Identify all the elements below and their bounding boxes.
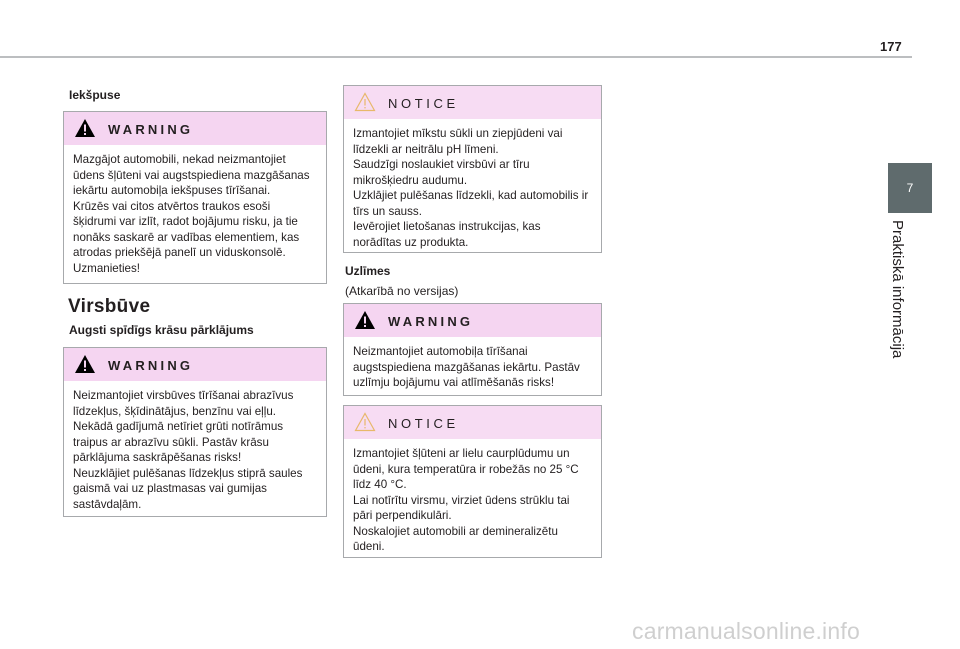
text-line: gaismā vai uz plastmasas vai gumijas <box>73 482 267 495</box>
warning-triangle-icon <box>74 354 96 374</box>
warning-label: WARNING <box>108 122 194 137</box>
warning-label: WARNING <box>108 358 194 373</box>
chapter-tab[interactable] <box>888 163 932 213</box>
text-line: Ievērojiet lietošanas instrukcijas, kas <box>353 220 541 233</box>
watermark-text: carmanualsonline.info <box>632 618 860 644</box>
warning-box-paint <box>63 347 327 517</box>
text-line: augstspiediena mazgāšanas iekārtu. Pastāv <box>353 360 580 374</box>
warning-triangle-icon <box>74 118 96 138</box>
text-line: ūdeni, kura temperatūra ir robežās no 25 °C <box>353 462 579 476</box>
text-line: Izmantojiet mīkstu sūkli un ziepjūdeni vai <box>353 127 563 140</box>
text-line: Neuzklājiet pulēšanas līdzekļus stiprā saules <box>73 466 303 480</box>
text-line: ūdeni. <box>353 540 385 553</box>
text-line: mikrošķiedru audumu. <box>353 173 468 187</box>
notice-box-cleaning <box>343 85 602 253</box>
page-number: 177 <box>880 39 902 54</box>
text-line: tīrs un sauss. <box>353 204 422 218</box>
text-line: traipus ar abrazīvu sūkli. Pastāv krāsu <box>73 435 269 449</box>
warning-text <box>64 381 326 518</box>
text-line: Saudzīgi noslaukiet virsbūvi ar tīru <box>353 158 530 171</box>
section-heading-inside: Iekšpuse <box>69 88 121 102</box>
text-line: Izmantojiet šļūteni ar lielu caurplūdumu un <box>353 447 570 460</box>
text-line: nonāks saskarē ar vadības elementiem, kas <box>73 230 300 244</box>
text-line: līdzekļus, šķīdinātājus, benzīnu vai eļļu. <box>73 404 277 418</box>
text-line: Uzmanieties! <box>73 261 141 275</box>
notice-box-washing <box>343 405 602 558</box>
warning-box-interior <box>63 111 327 284</box>
text-line: šķidrumi var izlīt, radot bojājumu risku, ja tie <box>73 215 298 228</box>
text-line: Neizmantojiet virsbūves tīrīšanai abrazīvus <box>73 389 294 402</box>
notice-text <box>344 439 601 561</box>
text-line: pāri perpendikulāri. <box>353 509 452 522</box>
subheading-paint: Augsti spīdīgs krāsu pārklājums <box>69 323 254 337</box>
version-note: (Atkarībā no versijas) <box>345 284 459 298</box>
text-line: Neizmantojiet automobiļa tīrīšanai <box>353 345 528 358</box>
warning-text <box>344 337 601 397</box>
warning-box-stickers <box>343 303 602 396</box>
text-line: Krūzēs vai citos atvērtos traukos esoši <box>73 199 271 213</box>
notice-triangle-icon <box>354 92 376 112</box>
text-line: uzlīmju bojājumu vai atlīmēšanās risks! <box>353 376 555 389</box>
text-line: līdzekli ar neitrālu pH līmeni. <box>353 142 499 156</box>
notice-label: NOTICE <box>388 96 459 111</box>
notice-label: NOTICE <box>388 416 459 431</box>
text-line: atrodas priekšējā panelī un viduskonsolē. <box>73 246 286 259</box>
text-line: norādītas uz produkta. <box>353 235 469 249</box>
text-line: Uzklājiet pulēšanas līdzekli, kad automobilis ir <box>353 189 589 202</box>
text-line: Noskalojiet automobili ar demineralizētu <box>353 524 558 538</box>
text-line: Lai notīrītu virsmu, virziet ūdens strūklu tai <box>353 493 570 507</box>
chapter-title: Praktiskā informācija <box>889 220 906 359</box>
chapter-title-strip <box>889 220 909 370</box>
header-divider <box>0 56 912 58</box>
chapter-number: 7 <box>906 181 914 195</box>
notice-text <box>344 119 601 256</box>
notice-header <box>344 406 601 439</box>
warning-text <box>64 145 326 282</box>
warning-header <box>64 348 326 381</box>
text-line: ūdens šļūteni vai augstspiediena mazgāšanas <box>73 168 310 182</box>
text-line: Nekādā gadījumā netīriet grūti notīrāmus <box>73 420 284 433</box>
text-line: līdz 40 °C. <box>353 478 407 491</box>
warning-header <box>344 304 601 337</box>
warning-triangle-icon <box>354 310 376 330</box>
text-line: pārklājuma saskrāpēšanas risks! <box>73 451 242 464</box>
text-line: Mazgājot automobili, nekad neizmantojiet <box>73 153 286 166</box>
text-line: iekārtu automobiļa iekšpuses tīrīšanai. <box>73 184 271 197</box>
text-line: sastāvdaļām. <box>73 497 142 511</box>
section-heading-stickers: Uzlīmes <box>345 264 391 278</box>
warning-label: WARNING <box>388 314 474 329</box>
notice-triangle-icon <box>354 412 376 432</box>
section-heading-body: Virsbūve <box>68 296 151 317</box>
warning-header <box>64 112 326 145</box>
notice-header <box>344 86 601 119</box>
